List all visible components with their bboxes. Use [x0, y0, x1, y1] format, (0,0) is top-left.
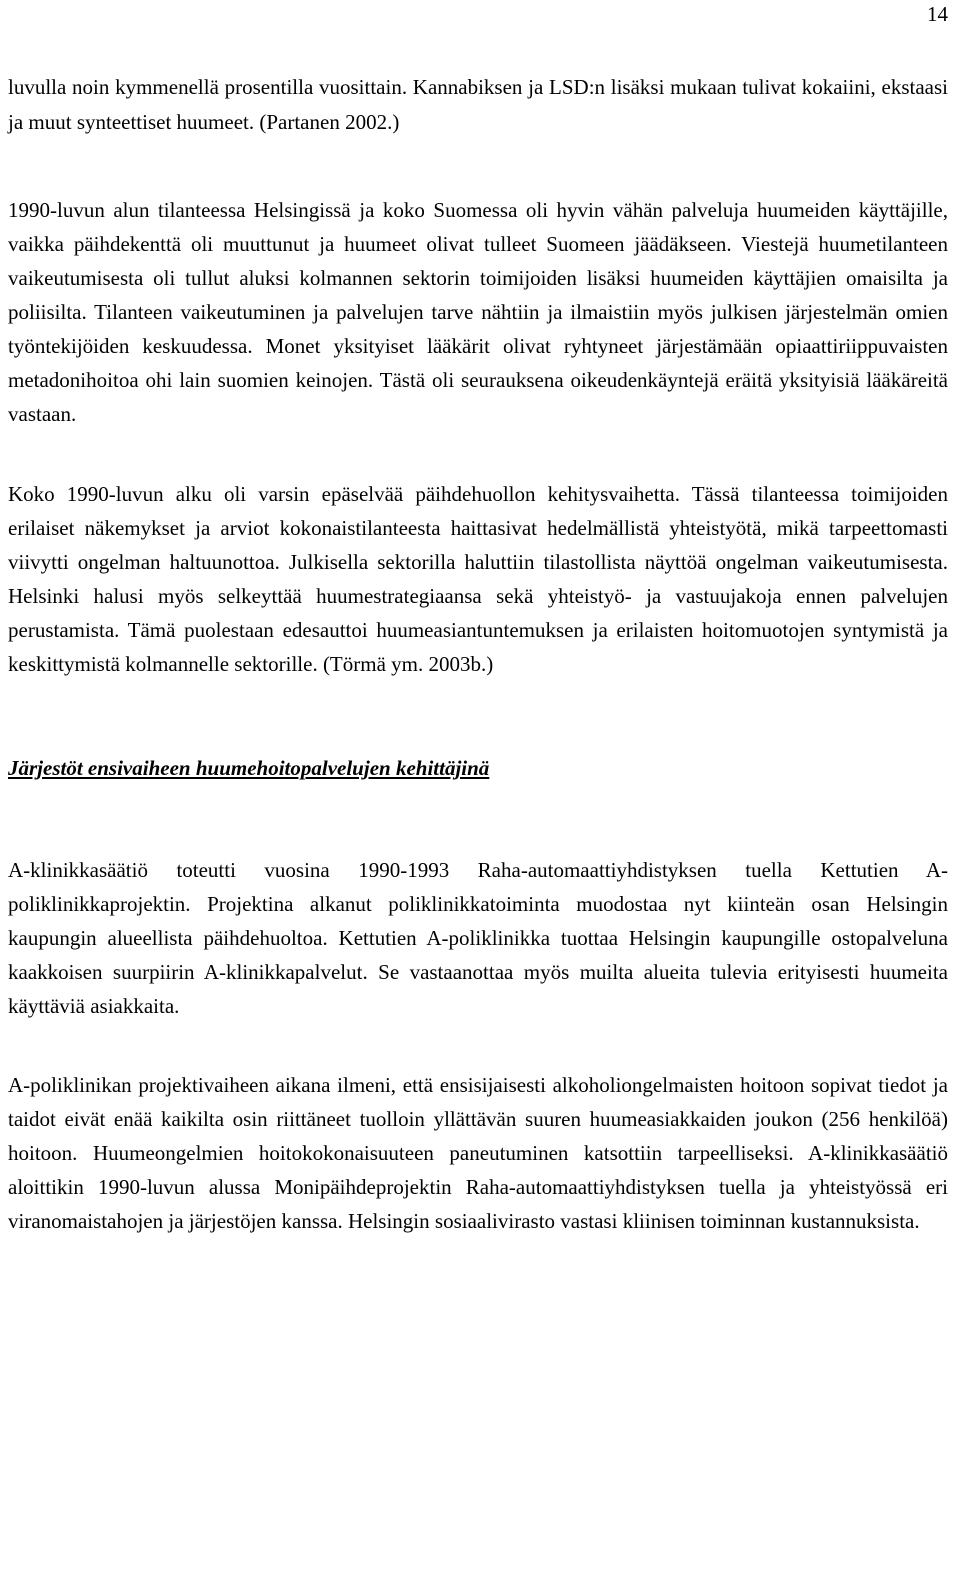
paragraph-1990s-situation: 1990-luvun alun tilanteessa Helsingissä ja koko Suomessa oli hyvin vähän palveluja huumeiden käyttäjille, vaikka päihdekenttä oli muuttunut ja huumeet olivat tulleet Suomeen jäädäkseen. Viestejä huumetilanteen vaikeutumisesta oli tullut aluksi kolmannen sektorin toimijoiden lisäksi huumeiden käyttäjien omaisilta ja poliisilta. Tilanteen vaikeutuminen ja palvelujen tarve nähtiin ja ilmaistiin myös julkisen järjestelmän omien työntekijöiden keskuudessa. Monet yksityiset lääkärit olivat ryhtyneet järjestämään opiaattiriippuvaisten metadonihoitoa ohi lain suomien keinojen. Tästä oli seurauksena oikeudenkäyntejä eräitä yksityisiä lääkäreitä vastaan. [8, 198, 948, 426]
section-heading: Järjestöt ensivaiheen huumehoitopalvelujen kehittäjinä [8, 756, 490, 780]
page-number: 14 [927, 2, 948, 26]
paragraph-a-clinic-project: A-klinikkasäätiö toteutti vuosina 1990-1993 Raha-automaattiyhdistyksen tuella Kettutien A-poliklinikkaprojektin. Projektina alkanut poliklinikkatoiminta muodostaa nyt kiinteän osan Helsingin kaupungin alueellista päihdehuoltoa. Kettutien A-poliklinikka tuottaa Helsingin kaupungille ostopalveluna kaakkoisen suurpiirin A-klinikkapalvelut. Se vastaanottaa myös muilta alueita tulevia erityisesti huumeita käyttäviä asiakkaita. [8, 858, 948, 1018]
document-body [8, 70, 948, 1238]
paragraph-drug-spread: luvulla noin kymmenellä prosentilla vuosittain. Kannabiksen ja LSD:n lisäksi mukaan tulivat kokaiini, ekstaasi ja muut synteettiset huumeet. (Partanen 2002.) [8, 75, 948, 134]
paragraph-unclear-phase: Koko 1990-luvun alku oli varsin epäselvää päihdehuollon kehitysvaihetta. Tässä tilanteessa toimijoiden erilaiset näkemykset ja arviot kokonaistilanteesta haittasivat hedelmällistä yhteistyötä, mikä tarpeettomasti viivytti ongelman haltuunottoa. Julkisella sektorilla haluttiin tilastollista näyttöä ongelman vaikeutumisesta. Helsinki halusi myös selkeyttää huumestrategiaansa sekä yhteistyö- ja vastuujakoja ennen palvelujen perustamista. Tämä puolestaan edesauttoi huumeasiantuntemuksen ja erilaisten hoitomuotojen syntymistä ja keskittymistä kolmannelle sektorille. (Törmä ym. 2003b.) [8, 482, 948, 676]
paragraph-polyclinic-phase: A-poliklinikan projektivaiheen aikana ilmeni, että ensisijaisesti alkoholiongelmaisten hoitoon sopivat tiedot ja taidot eivät enää kaikilta osin riittäneet tuolloin yllättävän suuren huumeasiakkaiden joukon (256 henkilöä) hoitoon. Huumeongelmien hoitokokonaisuuteen paneutuminen katsottiin tarpeelliseksi. A-klinikkasäätiö aloittikin 1990-luvun alussa Monipäihdeprojektin Raha-automaattiyhdistyksen tuella ja yhteistyössä eri viranomaistahojen ja järjestöjen kanssa. Helsingin sosiaalivirasto vastasi kliinisen toiminnan kustannuksista. [8, 1073, 948, 1233]
